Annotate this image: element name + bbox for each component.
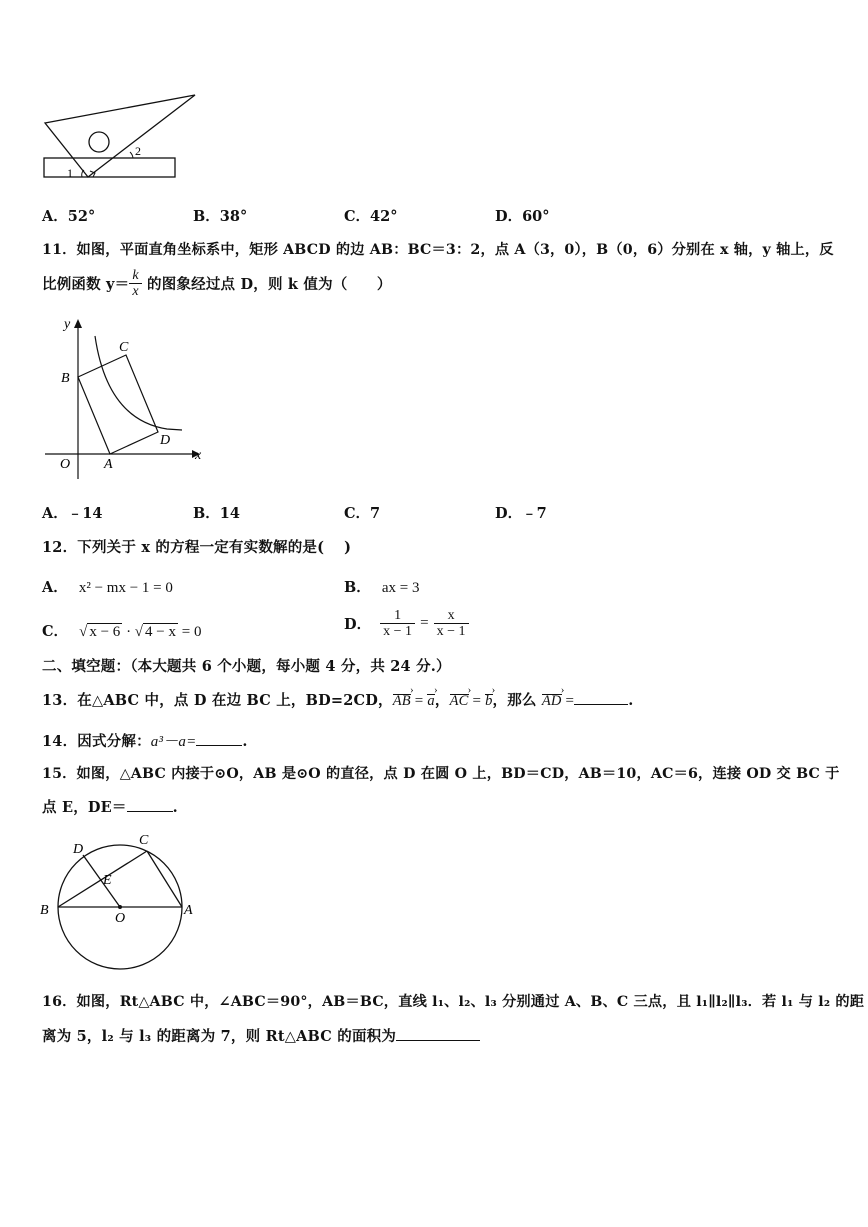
option-text: 60° [522, 208, 550, 225]
q11-option-d[interactable] [495, 502, 547, 523]
q12-option-b[interactable] [344, 576, 419, 597]
option-equation: ax = 3 [381, 580, 420, 596]
fraction-numerator: x [447, 608, 455, 623]
chord-ca [147, 851, 182, 907]
option-key: A． [42, 579, 68, 596]
q10-option-a[interactable] [42, 205, 95, 226]
fraction-1 [380, 608, 415, 639]
segment-od [83, 855, 120, 907]
vector-ab: AB › [393, 693, 411, 710]
q11-fraction [129, 268, 141, 299]
q15-stem-line2 [42, 796, 178, 817]
answer-blank[interactable] [127, 799, 173, 812]
q14-stem-pre: 14．因式分解： [42, 733, 151, 750]
answer-blank[interactable] [396, 1028, 480, 1041]
q14-expression: a³－a= [150, 734, 197, 750]
vector-ac: AC › [450, 693, 469, 710]
point-d-label: D [73, 842, 84, 857]
fraction-denominator: x − 1 [434, 623, 469, 639]
angle-2-arc [130, 152, 133, 158]
option-key: B． [193, 505, 220, 522]
separator: ， [434, 692, 450, 709]
q12-option-d[interactable] [344, 608, 469, 639]
option-key: A． [42, 208, 68, 225]
q11-stem-pre: 比例函数 y＝ [42, 276, 130, 293]
option-key: C． [344, 208, 371, 225]
q16-stem-line2-text: 离为 5，l₂ 与 l₃ 的距离为 7，则 Rt△ABC 的面积为 [42, 1028, 397, 1045]
q16-stem-line2 [42, 1025, 480, 1046]
q11-stem-line2 [42, 268, 392, 299]
q11-option-a[interactable] [42, 502, 102, 523]
q15-figure [36, 828, 206, 973]
rectangle-abcd [78, 355, 158, 454]
q15-stem-line2-text: 点 E，DE＝ [42, 799, 127, 816]
fraction-numerator: k [132, 268, 139, 283]
option-text: ﹣7 [522, 505, 547, 522]
option-text: 14 [219, 505, 240, 522]
q11-stem-post: 的图象经过点 D，则 k 值为（ ） [141, 276, 392, 293]
angle-1-arc [82, 170, 84, 177]
q10-option-b[interactable] [193, 205, 247, 226]
q11-stem-line1: 11．如图，平面直角坐标系中，矩形 ABCD 的边 AB：BC＝3：2，点 A（3，0），B（0，6）分别在 x 轴，y 轴上，反 [42, 242, 834, 258]
point-d-label: D [160, 433, 171, 448]
fraction-numerator: 1 [394, 608, 402, 623]
option-key: C． [344, 505, 371, 522]
equation-tail: = 0 [181, 624, 202, 640]
section-2-heading: 二、填空题：（本大题共 6 个小题，每小题 4 分，共 24 分.） [42, 658, 451, 675]
option-text: 38° [219, 208, 248, 225]
end-period: . [172, 799, 178, 816]
equals-sign: = [410, 693, 428, 709]
option-text: ﹣14 [67, 505, 103, 522]
option-text: 52° [67, 208, 96, 225]
vector-ad: AD › [542, 693, 562, 710]
option-text: 42° [370, 208, 398, 225]
q12-option-c[interactable] [42, 620, 201, 641]
point-a-label: A [104, 457, 113, 472]
angle-2-label: 2 [135, 144, 141, 158]
end-period: . [628, 692, 634, 709]
x-label: x [195, 448, 202, 463]
answer-blank[interactable] [574, 692, 628, 705]
origin-label: O [60, 457, 71, 472]
y-label: y [64, 317, 71, 332]
point-b-label: B [40, 903, 49, 918]
option-key: B． [344, 579, 371, 596]
option-equation: x² − mx − 1 = 0 [78, 580, 173, 596]
option-text: 7 [370, 505, 381, 522]
q10-option-d[interactable] [495, 205, 550, 226]
q11-option-c[interactable] [344, 502, 380, 523]
q14-stem [42, 730, 248, 751]
equals-sign: = [420, 615, 429, 631]
q15-stem-line1: 15．如图，△ABC 内接于⊙O，AB 是⊙O 的直径，点 D 在圆 O 上，BD＝CD，AB＝10，AC＝6，连接 OD 交 BC 于 [42, 766, 840, 782]
option-key: D． [344, 616, 372, 633]
q11-option-b[interactable] [193, 502, 240, 523]
angle-1-label: 1 [67, 166, 73, 180]
vector-b: b › [485, 693, 492, 710]
q13-stem-mid: ，那么 [492, 692, 542, 709]
point-c-label: C [119, 340, 129, 355]
q11-figure [42, 314, 217, 484]
point-b-label: B [61, 371, 70, 386]
option-key: C． [42, 623, 69, 640]
q10-option-c[interactable] [344, 205, 397, 226]
point-c-label: C [139, 833, 149, 848]
fraction-denominator: x [129, 283, 141, 299]
q12-stem: 12．下列关于 x 的方程一定有实数解的是( ) [42, 539, 352, 556]
option-key: A． [42, 505, 68, 522]
fraction-2 [434, 608, 469, 639]
hyperbola-curve [95, 336, 182, 430]
set-square-hole [89, 132, 109, 152]
q10-figure [38, 88, 208, 183]
point-a-label: A [184, 903, 193, 918]
q13-stem-pre: 13．在△ABC 中，点 D 在边 BC 上，BD=2CD， [42, 692, 393, 709]
option-key: D． [495, 505, 523, 522]
q12-option-a[interactable] [42, 576, 173, 597]
option-equation: √ x − 6 · √ 4 − x = 0 [79, 624, 202, 640]
end-period: . [242, 733, 248, 750]
q16-stem-line1: 16．如图，Rt△ABC 中，∠ABC＝90°，AB＝BC，直线 l₁、l₂、l₃ 分别通过 A、B、C 三点，且 l₁∥l₂∥l₃．若 l₁ 与 l₂ 的距 [42, 994, 865, 1010]
y-axis-arrow [74, 319, 82, 328]
q13-stem [42, 689, 633, 710]
option-key: B． [193, 208, 220, 225]
radicand-1: x − 6 [89, 624, 121, 640]
center-dot [118, 905, 122, 909]
equals-sign: = [468, 693, 486, 709]
option-key: D． [495, 208, 523, 225]
point-e-label: E [103, 873, 112, 888]
set-square [45, 95, 195, 177]
fraction-denominator: x − 1 [380, 623, 415, 639]
point-o-label: O [115, 911, 126, 926]
radicand-2: 4 − x [145, 624, 177, 640]
equals-sign: = [561, 693, 575, 709]
vector-a: a › [427, 693, 434, 710]
answer-blank[interactable] [196, 733, 242, 746]
